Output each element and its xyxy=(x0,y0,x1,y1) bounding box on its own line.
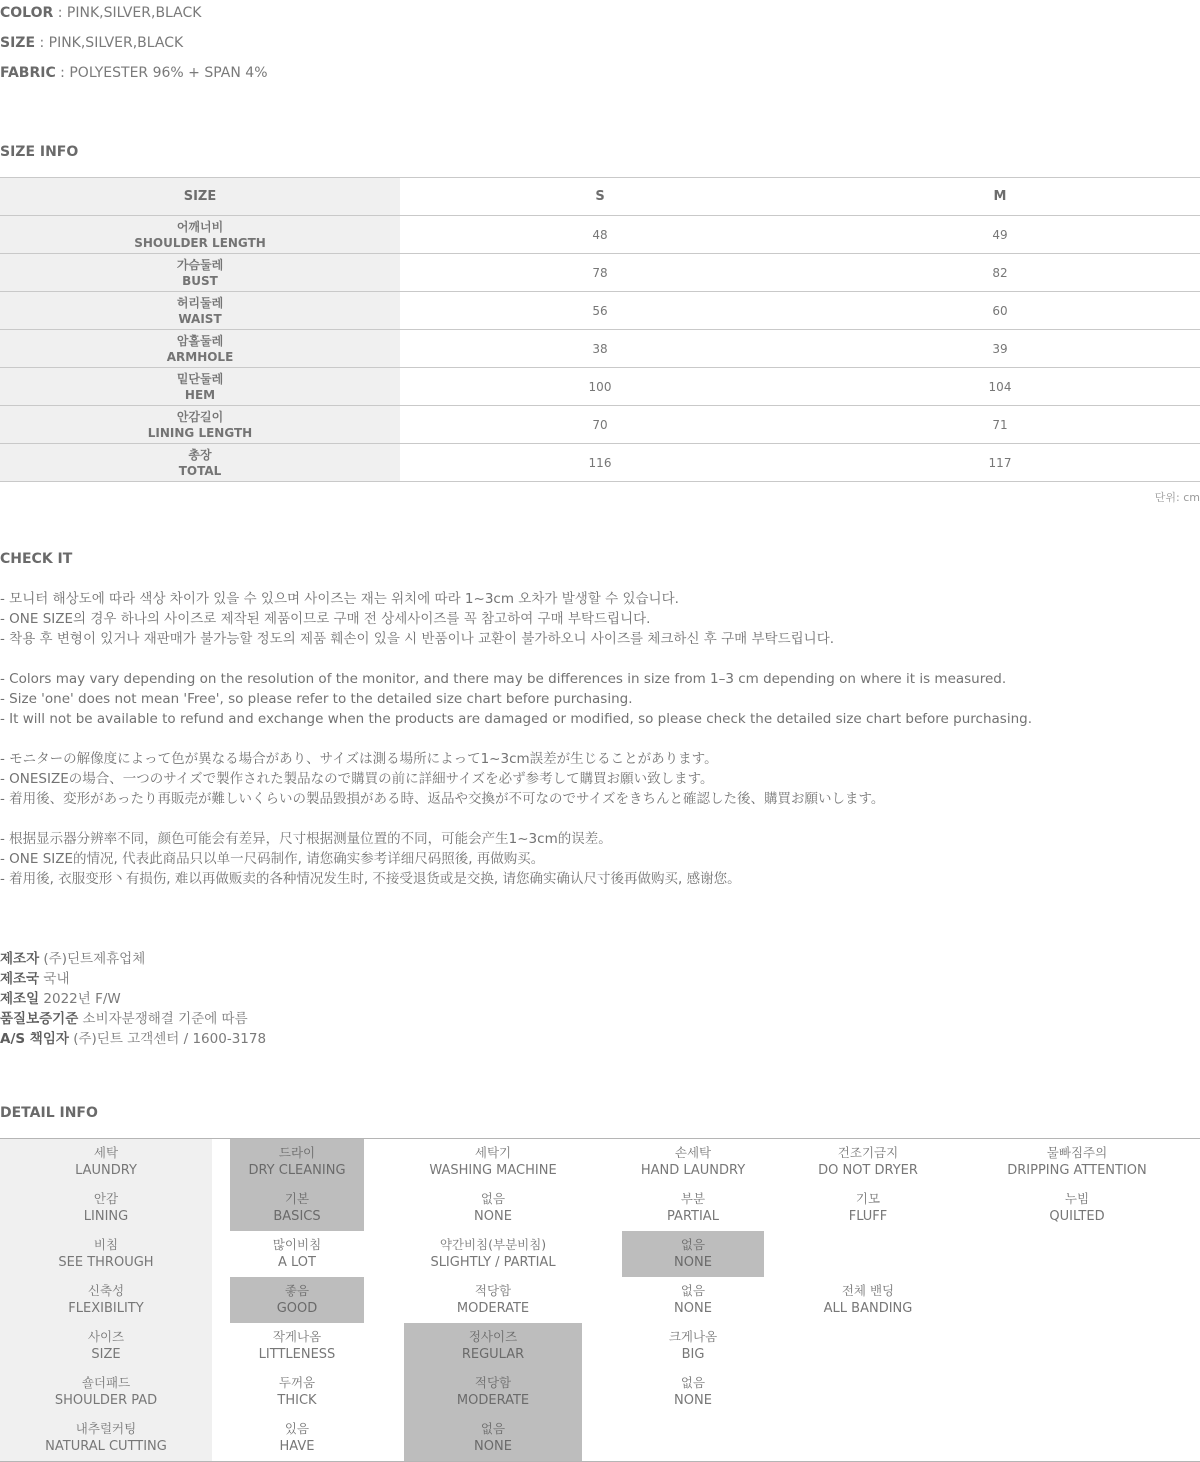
size-row-label xyxy=(0,254,400,291)
detail-option xyxy=(972,1415,1182,1461)
detail-option-en: LINING xyxy=(83,1209,129,1224)
detail-option-en: HAND LAUNDRY xyxy=(640,1163,746,1178)
size-table-row xyxy=(0,368,1200,406)
maker-line xyxy=(0,969,266,989)
detail-option-en: LAUNDRY xyxy=(75,1163,137,1178)
size-row-label-ko: 암홀둘레 xyxy=(176,333,224,348)
size-value-m: 82 xyxy=(992,265,1008,280)
check-line: - Colors may vary depending on the resolution of the monitor, and there may be differences in size from 1–3 cm depending on where it is measured. xyxy=(0,671,1007,687)
detail-option-en: MODERATE xyxy=(456,1393,530,1408)
detail-option-ko: 내추럴커팅 xyxy=(75,1421,137,1436)
detail-option xyxy=(404,1185,582,1231)
size-table-row xyxy=(0,330,1200,368)
detail-option-en: REGULAR xyxy=(461,1347,525,1362)
detail-option xyxy=(622,1185,764,1231)
size-table-row xyxy=(0,406,1200,444)
spec-fabric-label: FABRIC xyxy=(0,65,56,81)
detail-option-ko: 크게나옴 xyxy=(668,1329,718,1344)
detail-option-selected xyxy=(230,1139,364,1185)
detail-option xyxy=(764,1185,972,1231)
size-row-label-ko: 어깨너비 xyxy=(176,219,224,234)
detail-option-ko: 두꺼움 xyxy=(278,1375,316,1390)
detail-option xyxy=(764,1323,972,1369)
size-header-cell: M xyxy=(993,188,1007,204)
size-row-label-en: ARMHOLE xyxy=(166,349,234,364)
size-header-cell: SIZE xyxy=(0,178,400,215)
detail-option-ko: 없음 xyxy=(680,1237,706,1252)
detail-option-en: MODERATE xyxy=(456,1301,530,1316)
detail-option-en: SHOULDER PAD xyxy=(54,1393,158,1408)
detail-option xyxy=(622,1323,764,1369)
detail-option xyxy=(972,1139,1182,1185)
size-row-label xyxy=(0,216,400,253)
check-line: - Size 'one' does not mean 'Free', so please refer to the detailed size chart before purchasing. xyxy=(0,691,633,707)
detail-option-selected xyxy=(622,1231,764,1277)
detail-row xyxy=(0,1415,1200,1461)
detail-option xyxy=(972,1277,1182,1323)
size-value-s: 70 xyxy=(592,417,608,432)
detail-category xyxy=(0,1231,212,1277)
size-row-label-ko: 허리둘레 xyxy=(176,295,224,310)
spec-color-value: : PINK,SILVER,BLACK xyxy=(53,5,202,21)
detail-option xyxy=(764,1231,972,1277)
size-table-row xyxy=(0,254,1200,292)
maker-value: (주)딘트 고객센터 / 1600-3178 xyxy=(68,1031,267,1047)
detail-option-ko: 세탁기 xyxy=(474,1145,512,1160)
size-info-title: SIZE INFO xyxy=(0,144,79,160)
detail-option xyxy=(230,1369,364,1415)
detail-option-selected xyxy=(230,1277,364,1323)
detail-row xyxy=(0,1323,1200,1369)
detail-row xyxy=(0,1139,1200,1185)
size-row-label xyxy=(0,406,400,443)
detail-option xyxy=(230,1231,364,1277)
detail-option xyxy=(230,1415,364,1461)
check-line: - モニターの解像度によって色が異なる場合があり、サイズは測る場所によって1~3cm誤差が生じることがあります。 xyxy=(0,751,718,767)
detail-category xyxy=(0,1415,212,1461)
maker-line xyxy=(0,989,266,1009)
check-it-title: CHECK IT xyxy=(0,551,73,567)
detail-option xyxy=(404,1139,582,1185)
maker-value: 2022년 F/W xyxy=(39,991,121,1007)
size-row-label-ko: 가슴둘레 xyxy=(176,257,224,272)
size-row-label-en: SHOULDER LENGTH xyxy=(134,235,266,250)
size-value-m: 39 xyxy=(992,341,1008,356)
check-line: - ONE SIZE的情况, 代表此商品只以单一尺码制作, 请您确实参考详细尺码照後, 再做购买。 xyxy=(0,851,545,867)
detail-option-en: DRIPPING ATTENTION xyxy=(1007,1163,1147,1178)
detail-option-selected xyxy=(404,1323,582,1369)
detail-option-en: THICK xyxy=(277,1393,317,1408)
spec-size-value: : PINK,SILVER,BLACK xyxy=(35,35,184,51)
detail-option-en: ALL BANDING xyxy=(823,1301,913,1316)
check-line: - ONE SIZE의 경우 하나의 사이즈로 제작된 제품이므로 구매 전 상세사이즈를 꼭 참고하여 구매 부탁드립니다. xyxy=(0,611,651,627)
detail-option-en: NONE xyxy=(674,1393,712,1408)
detail-option-ko: 없음 xyxy=(480,1191,506,1206)
size-value-s: 100 xyxy=(588,379,612,394)
detail-option-ko: 손세탁 xyxy=(674,1145,712,1160)
detail-option-en: BASICS xyxy=(273,1209,321,1224)
detail-option-en: SLIGHTLY / PARTIAL xyxy=(430,1255,556,1270)
maker-label: A/S 책임자 xyxy=(0,1031,69,1047)
detail-option-ko: 전체 밴딩 xyxy=(841,1283,895,1298)
maker-line xyxy=(0,949,266,969)
check-it-english xyxy=(0,669,1032,729)
detail-option-ko: 물빠짐주의 xyxy=(1046,1145,1108,1160)
size-value-m: 71 xyxy=(992,417,1008,432)
size-table-row xyxy=(0,444,1200,482)
size-row-label-en: HEM xyxy=(184,387,216,402)
detail-option-en: PARTIAL xyxy=(667,1209,719,1224)
detail-option-ko: 안감 xyxy=(93,1191,119,1206)
maker-label: 제조자 xyxy=(0,951,40,967)
detail-option xyxy=(972,1231,1182,1277)
maker-value: 국내 xyxy=(39,971,70,987)
size-value-s: 56 xyxy=(592,303,608,318)
check-line: - 착용 후 변형이 있거나 재판매가 불가능할 정도의 제품 훼손이 있을 시 반품이나 교환이 불가하오니 사이즈를 체크하신 후 구매 부탁드립니다. xyxy=(0,631,835,647)
detail-option-ko: 세탁 xyxy=(93,1145,119,1160)
size-value-m: 117 xyxy=(988,455,1012,470)
size-header-cell: S xyxy=(595,188,605,204)
check-line: - 着用後, 衣服变形丶有损伤, 难以再做贩卖的各种情况发生时, 不接受退货或是交换, 请您确实确认尺寸後再做购买, 感谢您。 xyxy=(0,871,741,887)
check-line: - 根据显示器分辨率不同，颜色可能会有差异，尺寸根据测量位置的不同，可能会产生1~3cm的误差。 xyxy=(0,831,612,847)
detail-option-en: LITTLENESS xyxy=(258,1347,336,1362)
size-table-row xyxy=(0,292,1200,330)
detail-option-en: DO NOT DRYER xyxy=(818,1163,918,1178)
size-row-label-en: BUST xyxy=(182,273,218,288)
detail-option-ko: 적당함 xyxy=(474,1375,512,1390)
detail-option-ko: 기본 xyxy=(284,1191,310,1206)
maker-label: 제조일 xyxy=(0,991,40,1007)
detail-option-en: A LOT xyxy=(278,1255,316,1270)
detail-category xyxy=(0,1277,212,1323)
maker-label: 품질보증기준 xyxy=(0,1011,79,1027)
size-value-s: 78 xyxy=(592,265,608,280)
detail-option-ko: 좋음 xyxy=(284,1283,310,1298)
check-it-chinese xyxy=(0,829,741,889)
size-row-label-ko: 총장 xyxy=(188,447,212,462)
size-row-label xyxy=(0,368,400,405)
maker-line xyxy=(0,1029,266,1049)
size-value-m: 49 xyxy=(992,227,1008,242)
detail-option-ko: 정사이즈 xyxy=(468,1329,518,1344)
detail-category xyxy=(0,1185,212,1231)
detail-option-ko: 건조기금지 xyxy=(837,1145,899,1160)
detail-row xyxy=(0,1185,1200,1231)
size-row-label-ko: 안감길이 xyxy=(176,409,224,424)
detail-option-en: DRY CLEANING xyxy=(248,1163,346,1178)
size-table-row xyxy=(0,216,1200,254)
detail-option-ko: 부분 xyxy=(680,1191,706,1206)
check-it-japanese xyxy=(0,749,884,809)
detail-option-ko: 누빔 xyxy=(1064,1191,1090,1206)
detail-option xyxy=(622,1277,764,1323)
detail-option-en: HAVE xyxy=(279,1439,315,1454)
detail-option-ko: 숄더패드 xyxy=(81,1375,131,1390)
detail-table xyxy=(0,1138,1200,1462)
size-value-s: 48 xyxy=(592,227,608,242)
detail-option-ko: 기모 xyxy=(855,1191,881,1206)
detail-option-ko: 적당함 xyxy=(474,1283,512,1298)
detail-option-en: GOOD xyxy=(276,1301,318,1316)
detail-option xyxy=(404,1231,582,1277)
detail-option-ko: 드라이 xyxy=(278,1145,316,1160)
spec-fabric xyxy=(0,65,268,81)
detail-option-en: BIG xyxy=(681,1347,705,1362)
detail-option xyxy=(622,1369,764,1415)
detail-option xyxy=(764,1277,972,1323)
detail-option-en: NATURAL CUTTING xyxy=(45,1439,167,1454)
detail-option-selected xyxy=(404,1415,582,1461)
detail-option-en: NONE xyxy=(674,1301,712,1316)
size-value-m: 104 xyxy=(988,379,1012,394)
size-table xyxy=(0,177,1200,482)
maker-line xyxy=(0,1009,266,1029)
spec-fabric-value: : POLYESTER 96% + SPAN 4% xyxy=(55,65,268,81)
detail-option-ko: 많이비침 xyxy=(272,1237,322,1252)
detail-category xyxy=(0,1369,212,1415)
maker-label: 제조국 xyxy=(0,971,40,987)
check-line: - It will not be available to refund and exchange when the products are damaged or modified, so please check the detailed size chart before purchasing. xyxy=(0,711,1032,727)
size-value-s: 116 xyxy=(588,455,612,470)
maker-value: 소비자분쟁해결 기준에 따름 xyxy=(78,1011,248,1027)
size-table-header xyxy=(0,178,1200,216)
detail-option xyxy=(764,1139,972,1185)
size-row-label-ko: 밑단둘레 xyxy=(176,371,224,386)
detail-row xyxy=(0,1369,1200,1415)
detail-option-en: WASHING MACHINE xyxy=(429,1163,557,1178)
detail-option-en: SEE THROUGH xyxy=(58,1255,154,1270)
detail-option xyxy=(404,1277,582,1323)
spec-size-label: SIZE xyxy=(0,35,36,51)
size-row-label-en: WAIST xyxy=(178,311,222,326)
detail-option xyxy=(622,1139,764,1185)
detail-option-en: FLEXIBILITY xyxy=(68,1301,144,1316)
detail-option-ko: 비침 xyxy=(93,1237,119,1252)
detail-option-ko: 없음 xyxy=(680,1375,706,1390)
spec-size xyxy=(0,35,183,51)
size-row-label xyxy=(0,292,400,329)
detail-option-ko: 약간비침(부분비침) xyxy=(439,1237,547,1252)
check-line: - ONESIZEの場合、一つのサイズで製作された製品なので購買の前に詳細サイズを必ず参考して購買お願い致します。 xyxy=(0,771,714,787)
detail-option xyxy=(622,1415,764,1461)
check-line: - 모니터 해상도에 따라 색상 차이가 있을 수 있으며 사이즈는 재는 위치에 따라 1~3cm 오차가 발생할 수 있습니다. xyxy=(0,591,679,607)
size-row-label xyxy=(0,330,400,367)
detail-option-en: SIZE xyxy=(91,1347,121,1362)
detail-row xyxy=(0,1277,1200,1323)
size-row-label-en: LINING LENGTH xyxy=(147,425,253,440)
size-row-label xyxy=(0,444,400,481)
detail-option-en: QUILTED xyxy=(1049,1209,1105,1224)
unit-note: 단위: cm xyxy=(1154,491,1200,504)
check-line: - 着用後、変形があったり再販売が難しいくらいの製品毀損がある時、返品や交換が不可なのでサイズをきちんと確認した後、購買お願いします。 xyxy=(0,791,885,807)
detail-option-en: FLUFF xyxy=(848,1209,888,1224)
detail-option xyxy=(972,1323,1182,1369)
detail-option-en: NONE xyxy=(674,1255,712,1270)
detail-option-ko: 신축성 xyxy=(87,1283,125,1298)
detail-option xyxy=(764,1415,972,1461)
detail-option-en: NONE xyxy=(474,1439,512,1454)
detail-option-ko: 사이즈 xyxy=(87,1329,125,1344)
detail-option-en: NONE xyxy=(474,1209,512,1224)
detail-option-ko: 없음 xyxy=(480,1421,506,1436)
detail-row xyxy=(0,1231,1200,1277)
detail-category xyxy=(0,1139,212,1185)
detail-option-ko: 작게나옴 xyxy=(272,1329,322,1344)
detail-option-ko: 있음 xyxy=(284,1421,310,1436)
detail-info-title: DETAIL INFO xyxy=(0,1105,98,1121)
detail-option xyxy=(230,1323,364,1369)
detail-option xyxy=(764,1369,972,1415)
detail-option-ko: 없음 xyxy=(680,1283,706,1298)
detail-category xyxy=(0,1323,212,1369)
size-value-s: 38 xyxy=(592,341,608,356)
size-value-m: 60 xyxy=(992,303,1008,318)
detail-option-selected xyxy=(404,1369,582,1415)
spec-color xyxy=(0,5,201,21)
size-row-label-en: TOTAL xyxy=(178,463,222,478)
maker-value: (주)딘트제휴업체 xyxy=(39,951,146,967)
check-it-korean xyxy=(0,589,834,649)
spec-color-label: COLOR xyxy=(0,5,54,21)
detail-option-selected xyxy=(230,1185,364,1231)
detail-option xyxy=(972,1185,1182,1231)
maker-info xyxy=(0,949,266,1049)
detail-option xyxy=(972,1369,1182,1415)
